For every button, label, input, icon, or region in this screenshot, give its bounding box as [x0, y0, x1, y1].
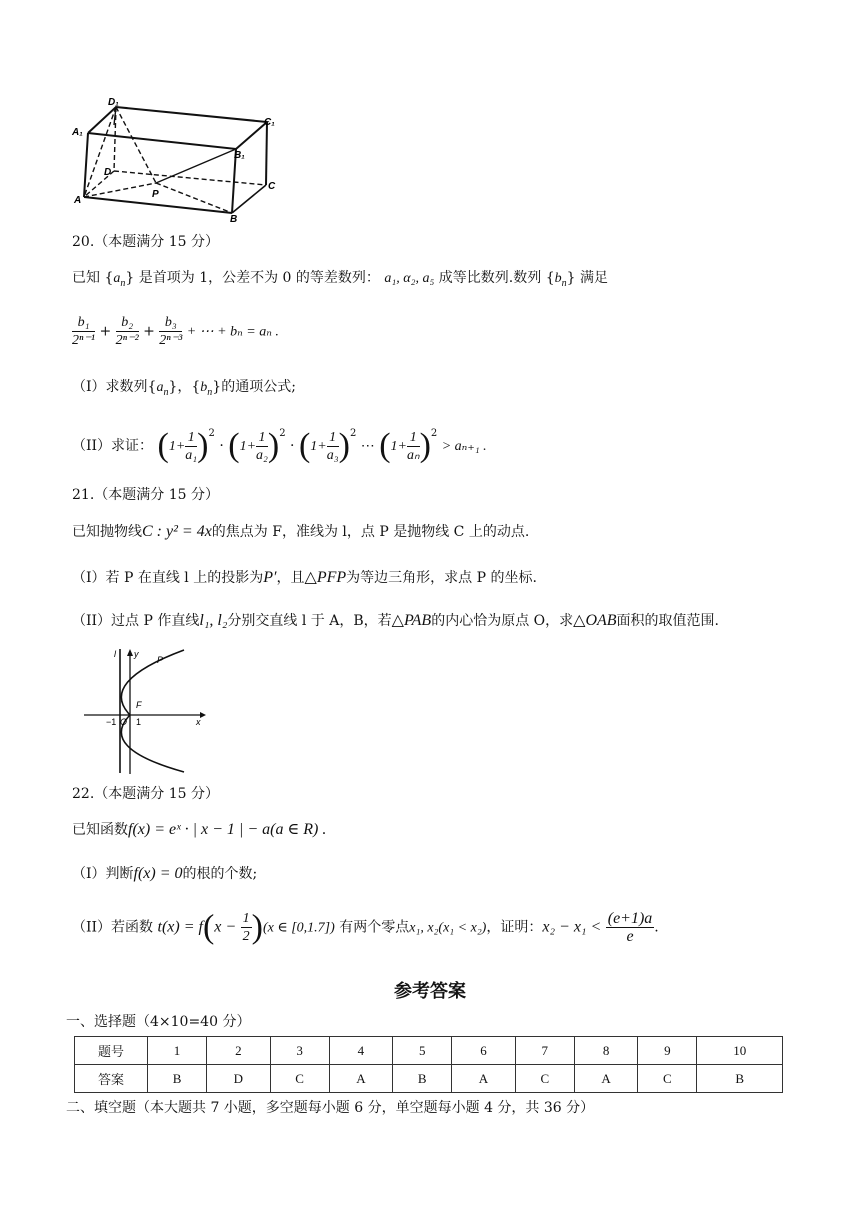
table-cell: 6 — [452, 1037, 515, 1065]
q20-frac1: $\frac{\text{b₁}}{\text{2ⁿ⁻¹}}$ — [72, 315, 95, 348]
q20-part2: （II）求证： (1+ $\frac{1}{\text{a₁}}$ )$^2$ · (1+ $\frac{1}{\text{a₂}}$ )$^2$ · (1+ $\frac{1}{\text{a₃}}$ )$^2$ ⋯ (1+ $\frac{1}{\text{aₙ}}$ )$^2$ > aₙ₊₁ . — [72, 427, 487, 464]
q20-stmt-mid: 是首项为 1，公差不为 0 的等差数列： — [138, 270, 380, 286]
q20-eq-tail: + ⋯ + bₙ = aₙ . — [186, 324, 279, 340]
fig-p-label: P — [157, 655, 164, 665]
q22-statement: 已知函数f(x) = eˣ · | x − 1 | − a(a ∈ R) . — [72, 821, 327, 838]
table-cell: C — [515, 1065, 574, 1093]
table-cell: 10 — [697, 1037, 783, 1065]
q20-part1: （I）求数列$\{a_n\}$，$\{b_n\}$的通项公式; — [72, 379, 296, 398]
q20-stmt-mid2: 成等比数列.数列 — [438, 270, 542, 286]
fig-l-label: l — [114, 649, 116, 659]
table-cell: A — [574, 1065, 637, 1093]
table-cell: 3 — [270, 1037, 329, 1065]
label-c: C — [268, 181, 276, 192]
table-cell: 7 — [515, 1037, 574, 1065]
fig-one-label: 1 — [136, 717, 142, 727]
fig-y-label: y — [134, 649, 139, 659]
q21-part2: （II）过点 P 作直线l₁, l₂分别交直线 l 于 A，B，若△PAB的内心恰为原点 O，求△OAB面积的取值范围. — [72, 612, 719, 629]
answers-title: 参考答案 — [394, 981, 466, 1002]
label-a: A — [74, 195, 82, 206]
q20-stmt-end: 满足 — [579, 270, 608, 286]
q20-stmt-pre: 已知 — [72, 270, 100, 286]
fig-o-label: O — [120, 717, 128, 727]
table-row — [75, 1037, 783, 1065]
q20-frac3: $\frac{\text{b₃}}{\text{2ⁿ⁻³}}$ — [159, 315, 183, 348]
table-cell: B — [697, 1065, 783, 1093]
label-b: B — [230, 214, 238, 225]
q20-seq-a: $\{a_n\}$ — [104, 270, 135, 289]
fig-f-label: F — [136, 700, 142, 710]
table-cell: C — [270, 1065, 329, 1093]
fig-neg1-label: −1 — [106, 717, 117, 727]
answer-table — [74, 1036, 783, 1093]
table-cell: D — [207, 1065, 270, 1093]
answers-section1: 一、选择题（4×10=40 分） — [66, 1014, 251, 1030]
prism-figure — [70, 95, 280, 225]
table-cell: B — [393, 1065, 452, 1093]
answers-section2: 二、填空题（本大题共 7 小题，多空题每小题 6 分，单空题每小题 4 分，共 36 分） — [66, 1100, 595, 1116]
table-cell: 8 — [574, 1037, 637, 1065]
label-b1: B₁ — [234, 150, 245, 161]
q20-terms: a₁, α₂, a₅ — [384, 271, 435, 286]
label-p: P — [152, 189, 159, 200]
table-cell: 1 — [148, 1037, 207, 1065]
table-cell: 2 — [207, 1037, 270, 1065]
q20-heading: 20.（本题满分 15 分） — [72, 234, 219, 250]
q22-heading: 22.（本题满分 15 分） — [72, 786, 219, 802]
q22-part1: （I）判断f(x) = 0的根的个数; — [72, 865, 258, 882]
q21-heading: 21.（本题满分 15 分） — [72, 487, 219, 503]
table-cell: 答案 — [75, 1065, 148, 1093]
fig-x-label: x — [196, 717, 201, 727]
table-cell: A — [452, 1065, 515, 1093]
label-d: D — [104, 167, 112, 178]
table-cell: 9 — [638, 1037, 697, 1065]
table-row — [75, 1065, 783, 1093]
table-cell: A — [329, 1065, 392, 1093]
table-cell: B — [148, 1065, 207, 1093]
table-cell: C — [638, 1065, 697, 1093]
label-d1: D₁ — [108, 97, 119, 108]
label-a1: A₁ — [72, 127, 83, 138]
q22-part2: （II）若函数 t(x) = f(x − $\frac{1}{2}$ )(x ∈ [0,1.7]) 有两个零点x₁, x₂(x₁ < x₂)，证明：x₂ − x₁ < $\frac{(e+1)a}{e}$ . — [72, 908, 659, 946]
q20-equation: $\frac{\text{b₁}}{\text{2ⁿ⁻¹}}$ + $\frac{\text{b₂}}{\text{2ⁿ⁻²}}$ + $\frac{\text{b₃}}{\text{2ⁿ⁻³}}$ + ⋯ + bₙ = aₙ . — [72, 315, 279, 348]
label-c1: C₁ — [264, 117, 275, 128]
table-cell: 4 — [329, 1037, 392, 1065]
q20-frac2: $\frac{\text{b₂}}{\text{2ⁿ⁻²}}$ — [115, 315, 139, 348]
q21-part1: （I）若 P 在直线 l 上的投影为P′，且△PFP为等边三角形，求点 P 的坐标. — [72, 569, 537, 586]
q20-statement — [72, 268, 608, 294]
q20-seq-b: $\{b_n\}$ — [545, 270, 576, 289]
q21-statement: 已知抛物线C : y² = 4x的焦点为 F，准线为 l，点 P 是抛物线 C 上的动点. — [72, 523, 530, 540]
table-cell: 5 — [393, 1037, 452, 1065]
table-cell: 题号 — [75, 1037, 148, 1065]
parabola-figure — [82, 646, 212, 776]
